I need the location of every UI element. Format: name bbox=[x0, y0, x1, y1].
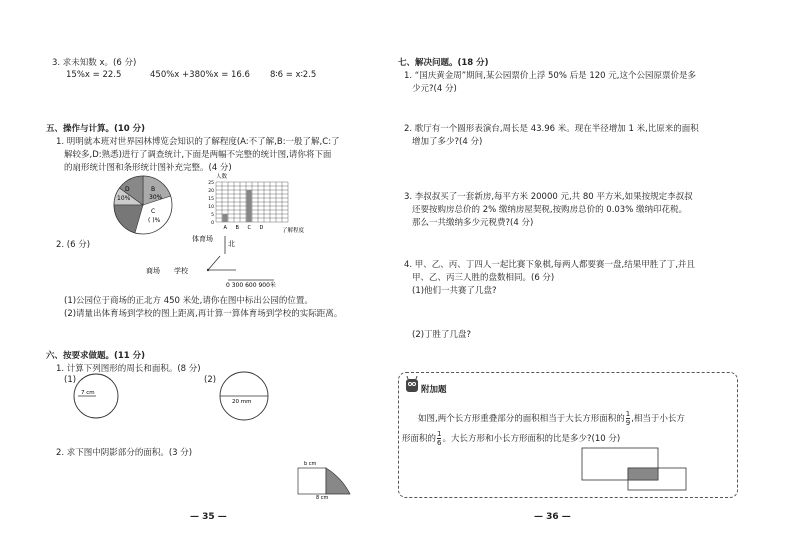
sec5-q1-line1: 1. 明明就本班对世界园林博览会知识的了解程度(A:不了解,B:一般了解,C:了 bbox=[56, 137, 340, 147]
equation-3: 8∶6 = x∶2.5 bbox=[270, 70, 317, 80]
fraction-2-den: 6 bbox=[437, 439, 442, 447]
bar-xtick: D bbox=[259, 225, 264, 231]
section-7-title: 七、解决问题。(18 分) bbox=[398, 58, 489, 68]
sec5-sub1: (1)公园位于商场的正北方 450 米处,请你在图中标出公园的位置。 bbox=[64, 296, 313, 306]
line-to-gym bbox=[208, 256, 220, 270]
fraction-1 bbox=[626, 410, 630, 427]
pie-value-c: ( )% bbox=[148, 217, 161, 224]
p2-line2: 增加了多少?(4 分) bbox=[412, 137, 483, 147]
fraction-1-num: 1 bbox=[625, 410, 631, 418]
pie-label-a: 10% bbox=[117, 195, 131, 202]
fig1-label: (1) bbox=[64, 375, 77, 385]
p3-line2: 还要按购房总价的 2% 缴纳房屋契税,按购房总价的 0.03% 缴纳印花税。 bbox=[412, 205, 687, 215]
bar-xtick: A bbox=[223, 225, 227, 231]
section-5-title: 五、操作与计算。(10 分) bbox=[46, 124, 146, 134]
bar-ytick: 10 bbox=[208, 205, 214, 210]
p1-line2: 少元?(4 分) bbox=[412, 84, 457, 94]
bonus-line1-b: ,相当于小长方 bbox=[631, 414, 685, 424]
bar-xtick: C bbox=[247, 225, 251, 231]
pie-value-b: 30% bbox=[149, 194, 163, 201]
bar-ytick: 20 bbox=[208, 189, 214, 194]
sec5-sub2: (2)请量出体育场到学校的图上距离,再计算一算体育场到学校的实际距离。 bbox=[64, 309, 343, 319]
shaded-figure bbox=[290, 458, 360, 500]
map-school: 学校 bbox=[174, 267, 188, 275]
sec5-q1-line2: 解较多,D:熟悉)进行了调查统计,下面是两幅不完整的统计图,请你将下面 bbox=[64, 150, 332, 160]
bar-ytick: 5 bbox=[211, 213, 214, 218]
p3-line1: 3. 李叔叔买了一套新房,每平方米 20000 元,共 80 平方米,如果按规定李叔叔 bbox=[404, 192, 693, 202]
fraction-2 bbox=[437, 430, 441, 447]
overlap-region bbox=[628, 468, 658, 480]
q3-title: 3. 求未知数 x。(6 分) bbox=[52, 58, 137, 68]
pie-label-d: D bbox=[125, 186, 130, 193]
p4-line1: 4. 甲、乙、丙、丁四人一起比赛下象棋,每两人都要赛一盘,结果甲胜了丁,并且 bbox=[404, 260, 695, 270]
page-number-left: — 35 — bbox=[190, 512, 227, 522]
bar-xlabel: 了解程度 bbox=[282, 228, 305, 234]
bonus-line1 bbox=[418, 410, 685, 427]
p4-sub2: (2)丁胜了几盘? bbox=[412, 330, 472, 340]
bar-chart bbox=[196, 170, 316, 236]
page-number-right: — 36 — bbox=[534, 512, 571, 522]
section-6-title: 六、按要求做题。(11 分) bbox=[46, 351, 146, 361]
bar-yticks bbox=[208, 180, 214, 226]
bar-xtick: B bbox=[235, 225, 239, 231]
p2-line1: 2. 歌厅有一个圆形表演台,周长是 43.96 米。现在半径增加 1 米,比原来的面积 bbox=[404, 124, 699, 134]
bonus-line1-a: 如图,两个长方形重叠部分的面积相当于大长方形面积的 bbox=[418, 414, 625, 424]
sec5-q2-title: 2. (6 分) bbox=[56, 240, 91, 250]
bar-c bbox=[247, 190, 252, 222]
p4-sub1: (1)他们一共赛了几盘? bbox=[412, 286, 497, 296]
bonus-line2-b: 。大长方形和小长方形面积的比是多少?(10 分) bbox=[442, 434, 621, 444]
bar-ytick: 15 bbox=[208, 197, 214, 202]
sec6-q2: 2. 求下图中阴影部分的面积。(3 分) bbox=[56, 448, 193, 458]
equation-1: 15%x = 22.5 bbox=[66, 70, 122, 80]
bar-xticks bbox=[224, 225, 264, 231]
fig2-dim: 20 mm bbox=[232, 399, 252, 405]
shade-bottom-label: 8 cm bbox=[316, 495, 329, 500]
bar-ylabel: 人数 bbox=[216, 174, 228, 180]
bonus-line2 bbox=[402, 430, 620, 447]
circle-figure-1 bbox=[68, 372, 128, 420]
pie-label-b: B bbox=[151, 186, 156, 193]
mascot-icon bbox=[404, 376, 420, 394]
school-point bbox=[207, 269, 209, 271]
pie-chart bbox=[106, 175, 186, 237]
p1-line1: 1. “国庆黄金周”期间,某公园票价上浮 50% 后是 120 元,这个公园原票价是多 bbox=[404, 71, 696, 81]
fraction-2-num: 1 bbox=[437, 430, 442, 438]
map-gym: 体育场 bbox=[192, 235, 213, 243]
fraction-1-den: 9 bbox=[625, 419, 631, 427]
bonus-tag: 附加题 bbox=[421, 385, 447, 395]
bar-a bbox=[223, 214, 228, 222]
rectangles-figure bbox=[578, 446, 690, 494]
p3-line3: 那么一共缴纳多少元税费?(4 分) bbox=[412, 218, 534, 228]
map-north: 北 bbox=[228, 240, 235, 248]
map-mall: 商场 bbox=[146, 267, 160, 275]
sec5-q1-line3: 的扇形统计图和条形统计图补充完整。(4 分) bbox=[64, 163, 232, 173]
p4-line2: 甲、乙、丙三人胜的盘数相同。(6 分) bbox=[412, 273, 555, 283]
fig2-label: (2) bbox=[204, 375, 217, 385]
pie-label-c: C bbox=[151, 208, 156, 215]
sec6-q1: 1. 计算下列图形的周长和面积。(8 分) bbox=[56, 364, 201, 374]
bar-ytick: 0 bbox=[211, 221, 214, 226]
bonus-line2-a: 形面积的 bbox=[402, 434, 437, 444]
circle-figure-2 bbox=[210, 370, 280, 422]
map-scale: 0 300 600 900米 bbox=[226, 282, 276, 288]
fig1-dim: 7 cm bbox=[81, 390, 95, 396]
equation-2: 450%x +380%x = 16.6 bbox=[150, 70, 250, 80]
shade-top-label: b cm bbox=[304, 461, 317, 467]
direction-map bbox=[140, 232, 280, 288]
bar-ytick: 25 bbox=[208, 181, 214, 186]
